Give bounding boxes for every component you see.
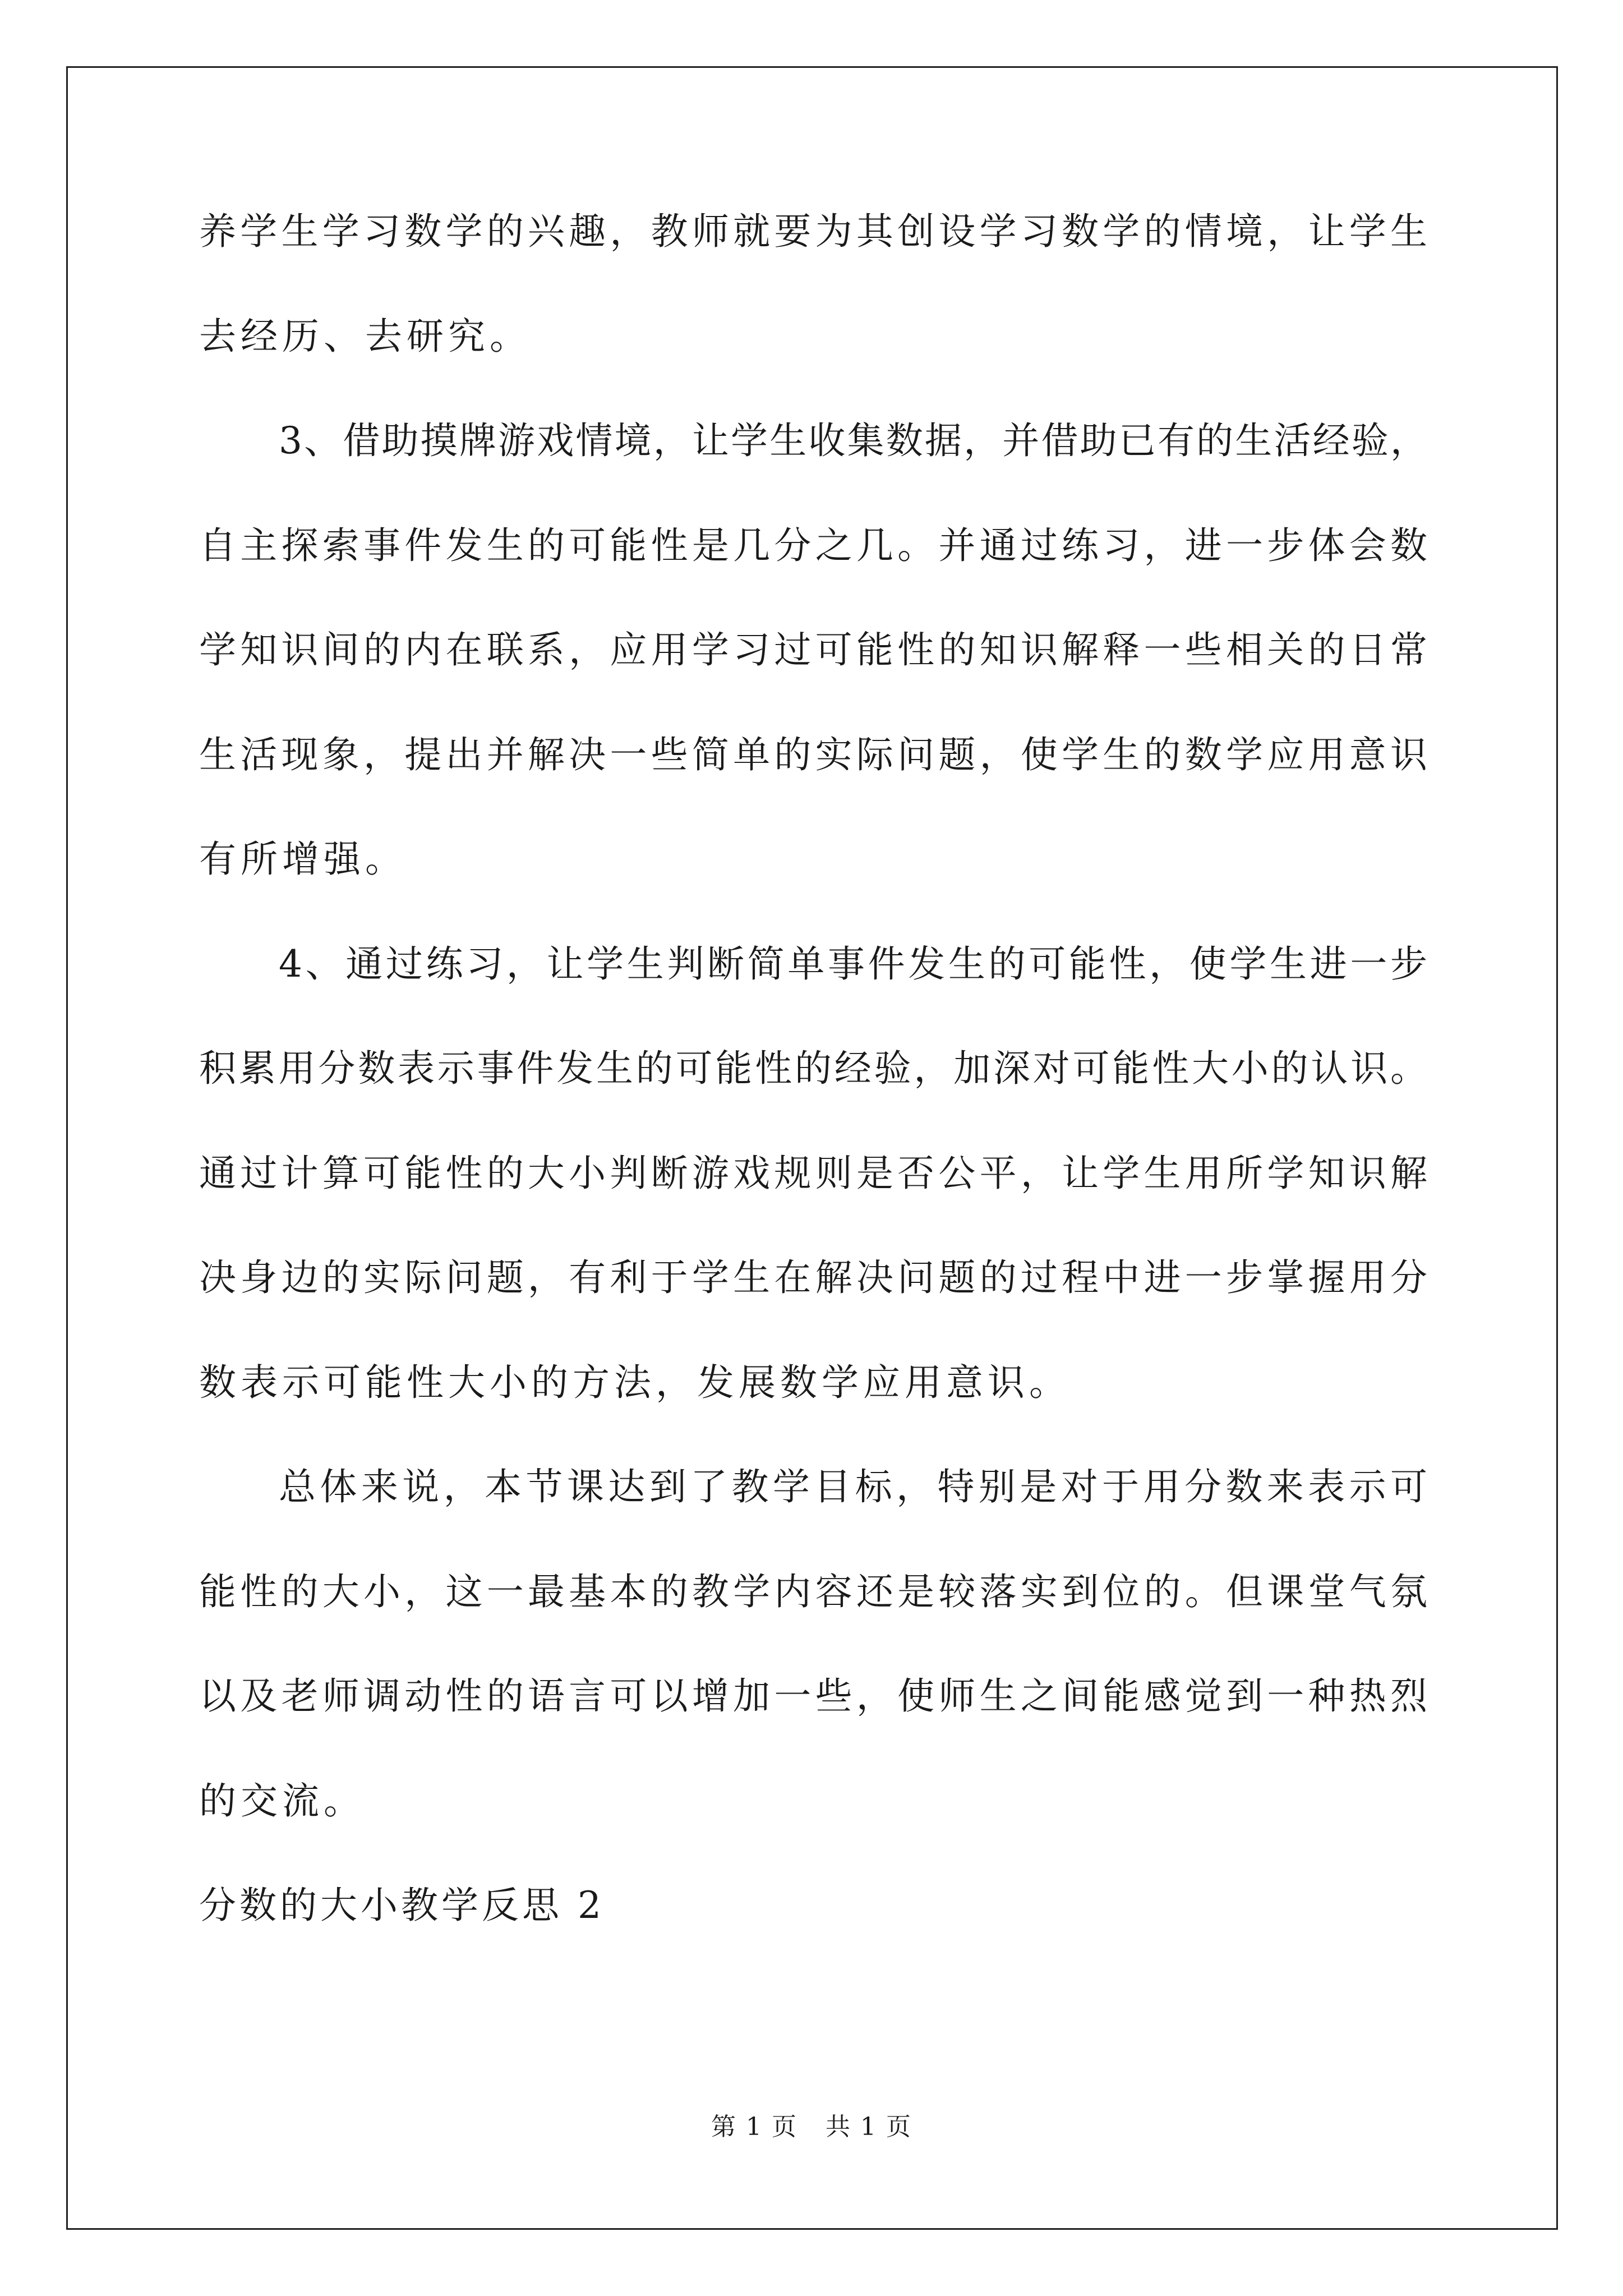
text-line: 去经历、去研究。 (199, 314, 531, 358)
text-line: 学知识间的内在联系，应用学习过可能性的知识解释一些相关的日常 (199, 628, 1427, 671)
page-total: 共 1 页 (826, 2113, 912, 2141)
text-line: 积累用分数表示事件发生的可能性的经验，加深对可能性大小的认识。 (199, 1047, 1427, 1090)
text-line: 有所增强。 (199, 838, 407, 881)
page-footer (0, 2115, 1623, 2139)
text-line: 能性的大小，这一最基本的教学内容还是较落实到位的。但课堂气氛 (199, 1570, 1427, 1613)
text-line: 决身边的实际问题，有利于学生在解决问题的过程中进一步掌握用分 (199, 1256, 1427, 1299)
text-line: 数表示可能性大小的方法，发展数学应用意识。 (199, 1360, 1071, 1404)
text-line: 通过计算可能性的大小判断游戏规则是否公平，让学生用所学知识解 (199, 1151, 1427, 1195)
text-line: 养学生学习数学的兴趣，教师就要为其创设学习数学的情境，让学生 (199, 210, 1427, 253)
page-number: 第 1 页 (711, 2113, 797, 2141)
section-heading: 分数的大小教学反思 2 (199, 1884, 605, 1927)
paragraph-start-line: 4、通过练习，让学生判断简单事件发生的可能性，使学生进一步 (279, 942, 1427, 986)
text-line: 自主探索事件发生的可能性是几分之几。并通过练习，进一步体会数 (199, 523, 1427, 567)
document-body (199, 210, 1427, 1992)
paragraph-start-line: 总体来说，本节课达到了教学目标，特别是对于用分数来表示可 (279, 1465, 1427, 1508)
paragraph-start-line: 3、借助摸牌游戏情境，让学生收集数据，并借助已有的生活经验， (279, 419, 1427, 462)
text-line: 生活现象，提出并解决一些简单的实际问题，使学生的数学应用意识 (199, 733, 1427, 776)
text-line: 以及老师调动性的语言可以增加一些，使师生之间能感觉到一种热烈 (199, 1674, 1427, 1718)
text-line: 的交流。 (199, 1779, 365, 1823)
